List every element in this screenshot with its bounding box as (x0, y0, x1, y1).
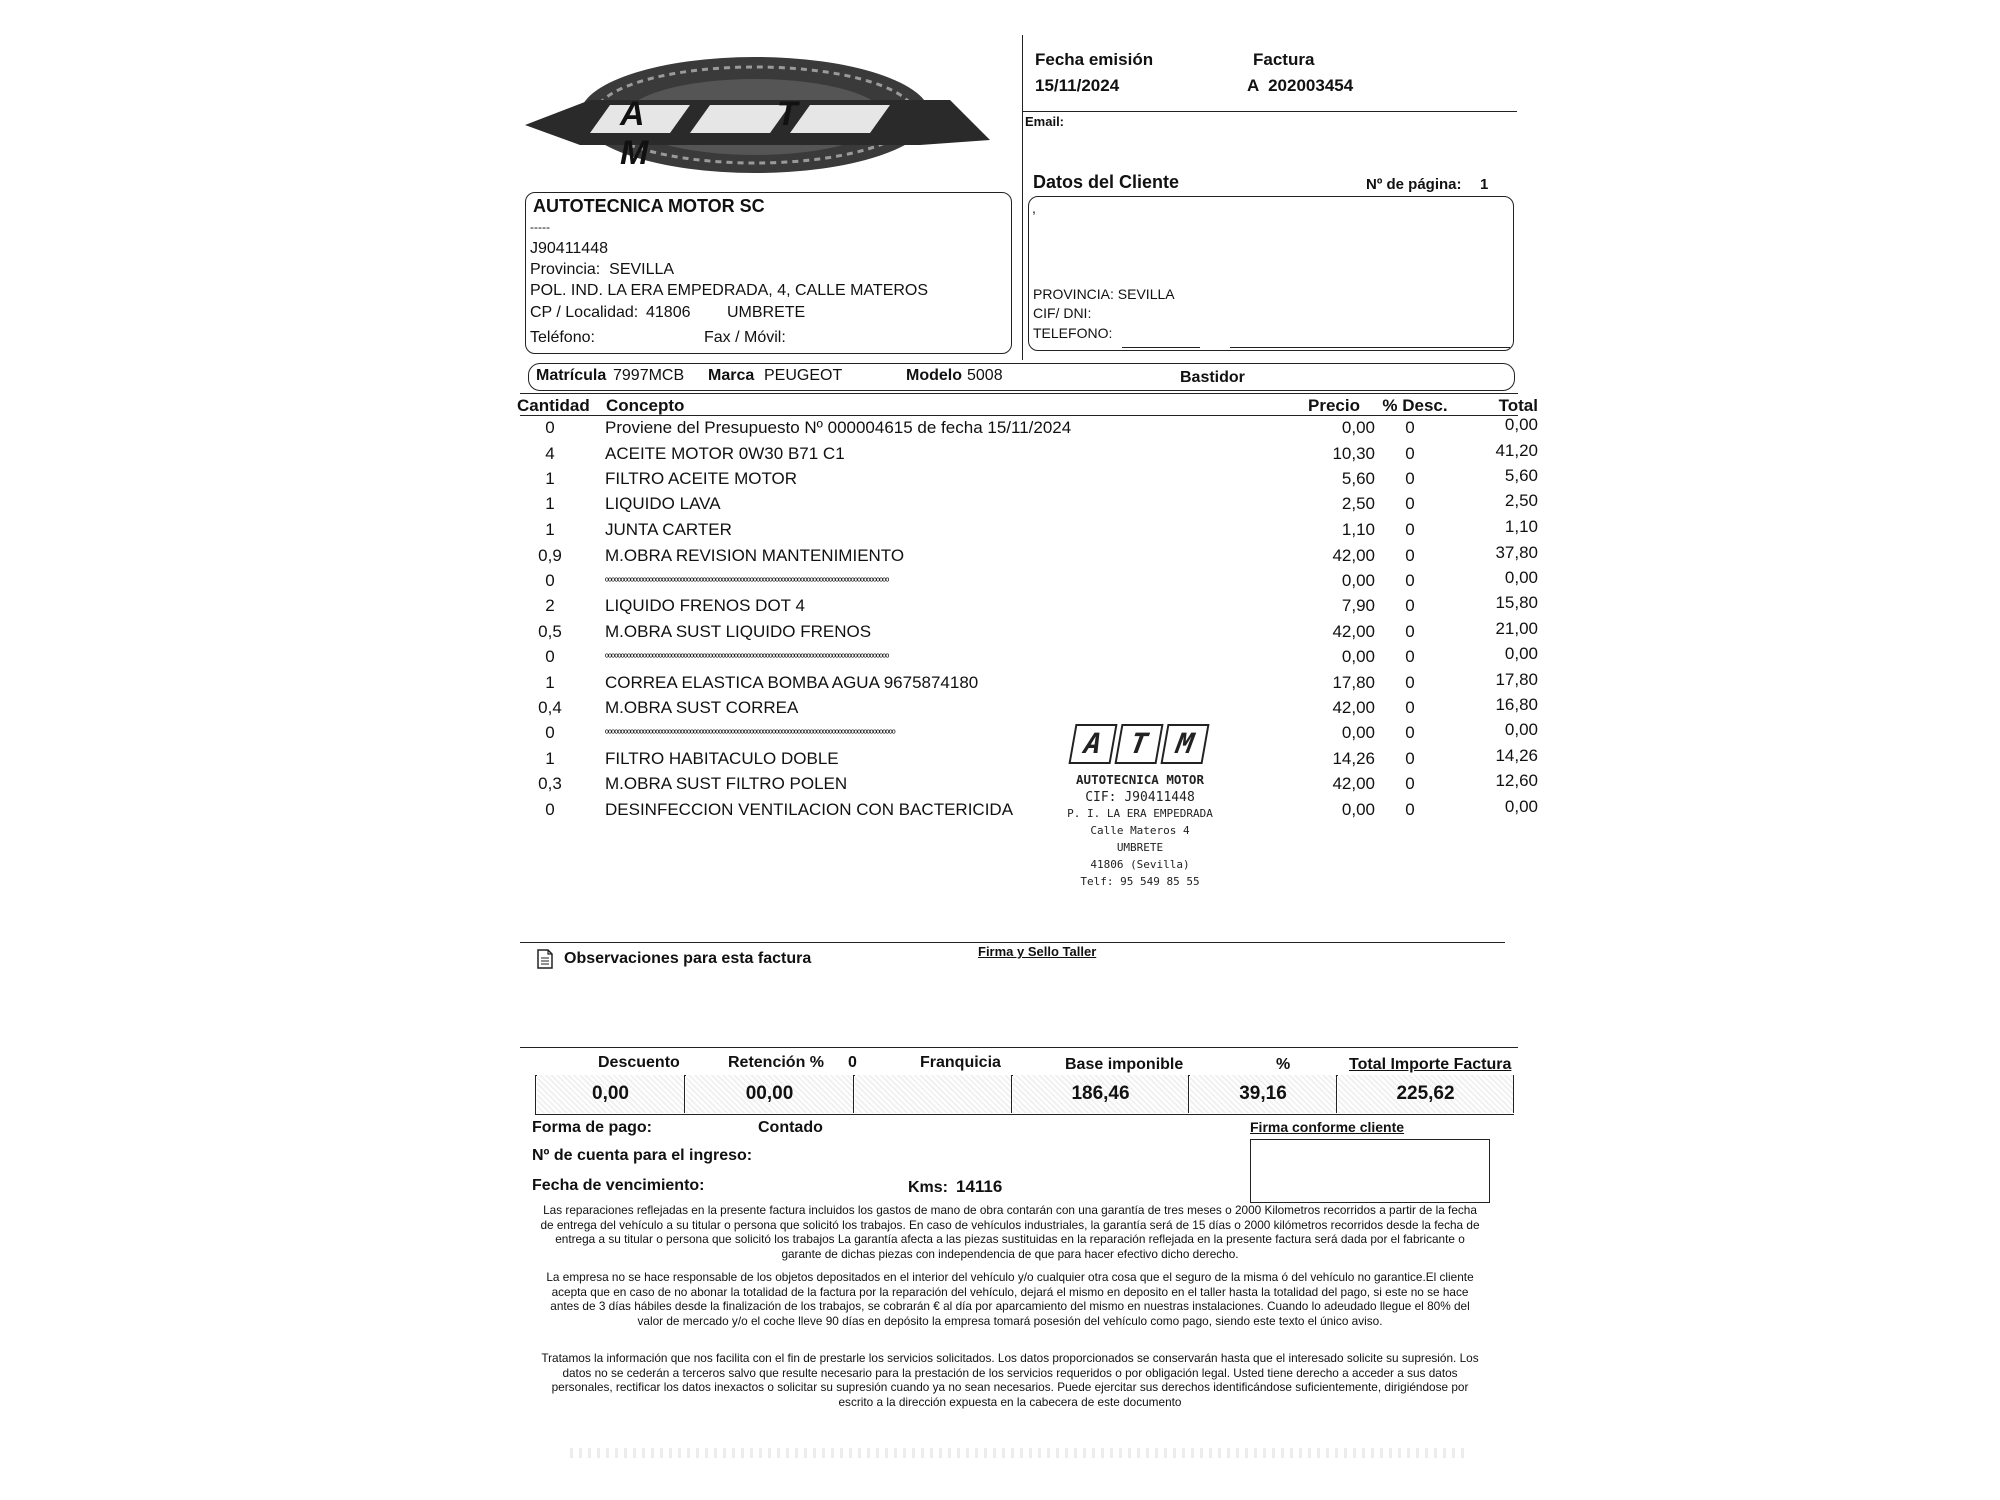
company-cif: J90411448 (530, 240, 608, 257)
row-concepto: LIQUIDO FRENOS DOT 4 (605, 596, 805, 615)
row-descuento: 0 (1405, 698, 1415, 717)
row-descuento: 0 (1405, 749, 1415, 768)
row-total: 0,00 (1504, 415, 1538, 434)
company-cp-value: 41806 (646, 304, 691, 321)
row-cantidad: 0,9 (538, 546, 562, 565)
row-concepto: M.OBRA REVISION MANTENIMIENTO (605, 546, 905, 565)
company-fax-label: Fax / Móvil: (704, 329, 786, 346)
row-precio: 17,80 (1332, 673, 1375, 692)
row-precio: 42,00 (1332, 774, 1375, 793)
table-row (520, 771, 1538, 799)
row-total: 41,20 (1495, 441, 1538, 460)
table-row (520, 466, 1538, 494)
stamp-name: AUTOTECNICA MOTOR (1076, 772, 1204, 787)
row-cantidad: 4 (545, 444, 555, 463)
stamp-line3: UMBRETE (1116, 841, 1164, 854)
page-number-label: Nº de página: (1366, 176, 1462, 193)
col-cantidad: Cantidad (517, 396, 590, 415)
table-row (520, 720, 1538, 748)
row-concepto: JUNTA CARTER (605, 520, 732, 539)
franquicia-value (855, 1075, 1012, 1113)
forma-pago-value: Contado (758, 1119, 823, 1136)
row-cantidad: 2 (545, 596, 555, 615)
header-divider (1022, 35, 1023, 360)
row-concepto: LIQUIDO LAVA (605, 494, 721, 513)
row-cantidad: 1 (545, 469, 555, 488)
row-concepto: M.OBRA SUST FILTRO POLEN (605, 774, 848, 793)
row-cantidad: 1 (545, 520, 555, 539)
row-precio: 1,10 (1341, 520, 1375, 539)
base-label: Base imponible (1065, 1056, 1184, 1073)
row-descuento: 0 (1405, 673, 1415, 692)
logo-text: A T M (620, 95, 860, 172)
pct-label: % (1276, 1056, 1291, 1073)
row-total: 17,80 (1495, 670, 1538, 689)
observaciones-label: Observaciones para esta factura (564, 950, 812, 967)
table-row (520, 695, 1538, 723)
table-header-rule (520, 415, 1518, 416)
firma-taller-label: Firma y Sello Taller (978, 944, 1097, 959)
cuenta-label: Nº de cuenta para el ingreso: (532, 1147, 753, 1164)
row-precio: 10,30 (1332, 444, 1375, 463)
row-total: 1,10 (1504, 517, 1538, 536)
stamp-letter: M (1160, 724, 1209, 764)
row-precio: 42,00 (1332, 622, 1375, 641)
row-descuento: 0 (1405, 647, 1415, 666)
fecha-value: 15/11/2024 (1035, 76, 1120, 95)
page-number-value: 1 (1480, 176, 1489, 193)
stamp-line5: Telf: 95 549 85 55 (1080, 875, 1200, 888)
row-descuento: 0 (1405, 546, 1415, 565)
row-concepto: ºººººººººººººººººººººººººººººººººººººººººººººººººººººººººººººººººººººººººººººººººººººººººº (605, 653, 889, 664)
stamp-cif: CIF: J90411448 (1085, 790, 1195, 805)
table-row (520, 644, 1538, 672)
row-precio: 0,00 (1341, 418, 1375, 437)
legal-proteccion-datos: Tratamos la información que nos facilita con el fin de prestarle los servicios solicitados. Los datos proporcionados se conservarán hasta que el interesado solicite su supresión. Los datos no se cederán a terceros salvo que resulte necesario para la prestación de los servicios requeridos o por obligación legal. Usted tiene derecho a acceder a sus datos personales, rectificar los datos inexactos o solicitar su supresión cuando ya no sean necesarios. Puede ejercitar sus derechos identificándose suficientemente, dirigiéndose por escrito a la dirección expuesta en la cabecera de este documento (541, 1351, 1479, 1409)
modelo-value: 5008 (967, 367, 1003, 384)
row-concepto: ACEITE MOTOR 0W30 B71 C1 (605, 444, 845, 463)
row-concepto: M.OBRA SUST LIQUIDO FRENOS (605, 622, 872, 641)
client-provincia: PROVINCIA: SEVILLA (1033, 286, 1175, 302)
company-provincia: Provincia: SEVILLA (530, 261, 675, 278)
row-precio: 42,00 (1332, 698, 1375, 717)
table-row (520, 619, 1538, 647)
col-total: Total (1498, 396, 1538, 415)
row-concepto: DESINFECCION VENTILACION CON BACTERICIDA (605, 800, 1014, 819)
table-top-rule (520, 393, 1518, 394)
table-row (520, 543, 1538, 571)
retencion-pct: 0 (848, 1054, 857, 1071)
descuento-label: Descuento (598, 1054, 680, 1071)
legal-responsabilidad: La empresa no se hace responsable de los objetos depositados en el interior del vehículo y/o cualquier otra cosa que el seguro de la misma ó del vehículo no garantice.El cliente acepta que en caso de no abonar la totalidad de la factura por la reparación del vehículo, dejará el mismo en deposito en el taller hasta la totalidad del pago, si este no se hace antes de 3 días hábiles desde la finalización de los trabajos, se cobrarán € al día por aparcamiento del mismo en nuestras instalaciones. Cuando lo adeudado llegue el 80% del valor de mercado y/o el coche lleve 90 días en depósito la empresa tomará posesión del vehículo como pago, siendo este texto el único aviso. (546, 1270, 1474, 1328)
company-stamp (1060, 720, 1220, 905)
forma-pago-label: Forma de pago: (532, 1119, 653, 1136)
client-telefono: TELEFONO: (1033, 325, 1113, 341)
row-total: 16,80 (1495, 695, 1538, 714)
row-descuento: 0 (1405, 418, 1415, 437)
table-row (520, 517, 1538, 545)
telefono-line-2 (1230, 347, 1510, 348)
row-concepto: Proviene del Presupuesto Nº 000004615 de fecha 15/11/2024 (605, 418, 1072, 437)
company-dashes: ----- (530, 220, 550, 234)
row-concepto: ºººººººººººººººººººººººººººººººººººººººººººººººººººººººººººººººººººººººººººººººººººººººººº (605, 577, 889, 588)
base-value: 186,46 (1013, 1075, 1189, 1113)
row-cantidad: 0 (545, 418, 555, 437)
row-total: 5,60 (1504, 466, 1538, 485)
modelo-label: Modelo (906, 367, 962, 384)
row-precio: 2,50 (1341, 494, 1375, 513)
row-precio: 0,00 (1341, 800, 1375, 819)
stamp-letter: T (1114, 724, 1163, 764)
table-row (520, 593, 1538, 621)
row-total: 12,60 (1495, 771, 1538, 790)
factura-label: Factura (1253, 50, 1315, 69)
pct-value: 39,16 (1190, 1075, 1337, 1113)
row-precio: 14,26 (1332, 749, 1375, 768)
row-cantidad: 0,3 (538, 774, 562, 793)
retencion-label: Retención % (728, 1054, 825, 1071)
row-total: 0,00 (1504, 568, 1538, 587)
retencion-value: 00,00 (686, 1075, 854, 1113)
kms-label: Kms: (908, 1179, 949, 1196)
row-concepto: M.OBRA SUST CORREA (605, 698, 799, 717)
row-concepto: FILTRO HABITACULO DOBLE (605, 749, 839, 768)
row-total: 37,80 (1495, 543, 1538, 562)
row-cantidad: 1 (545, 494, 555, 513)
row-descuento: 0 (1405, 774, 1415, 793)
row-precio: 0,00 (1341, 647, 1375, 666)
row-descuento: 0 (1405, 494, 1415, 513)
marca-label: Marca (708, 367, 755, 384)
row-descuento: 0 (1405, 571, 1415, 590)
stamp-line2: Calle Materos 4 (1090, 824, 1190, 837)
row-total: 21,00 (1495, 619, 1538, 638)
table-row (520, 746, 1538, 774)
factura-value: A 202003454 (1247, 76, 1354, 95)
stamp-letter-boxes (1068, 724, 1218, 762)
bastidor-label: Bastidor (1180, 369, 1245, 386)
row-descuento: 0 (1405, 723, 1415, 742)
total-label: Total Importe Factura (1349, 1056, 1512, 1073)
observaciones-rule (520, 942, 1505, 943)
client-cif: CIF/ DNI: (1033, 305, 1092, 321)
row-total: 0,00 (1504, 797, 1538, 816)
kms-value: 14116 (956, 1177, 1003, 1196)
row-cantidad: 1 (545, 673, 555, 692)
table-row (520, 491, 1538, 519)
row-precio: 42,00 (1332, 546, 1375, 565)
table-row (520, 670, 1538, 698)
company-cp-label: CP / Localidad: (530, 304, 639, 321)
row-descuento: 0 (1405, 622, 1415, 641)
client-comma: , (1032, 200, 1036, 216)
row-descuento: 0 (1405, 596, 1415, 615)
row-cantidad: 0 (545, 800, 555, 819)
company-logo (520, 45, 990, 185)
company-city: UMBRETE (727, 304, 806, 321)
telefono-line (1122, 347, 1200, 348)
email-label: Email: (1025, 114, 1065, 129)
row-total: 2,50 (1504, 491, 1538, 510)
stamp-line4: 41806 (Sevilla) (1090, 858, 1190, 871)
row-descuento: 0 (1405, 520, 1415, 539)
descuento-value: 0,00 (537, 1075, 685, 1113)
matricula-value: 7997MCB (613, 367, 685, 384)
firma-cliente-label: Firma conforme cliente (1250, 1119, 1405, 1135)
row-precio: 5,60 (1341, 469, 1375, 488)
row-concepto: CORREA ELASTICA BOMBA AGUA 9675874180 (605, 673, 979, 692)
row-concepto: ºººººººººººººººººººººººººººººººººººººººººººººººººººººººººººººººººººººººººººººººººººººººººººº (605, 729, 896, 740)
row-total: 15,80 (1495, 593, 1538, 612)
row-precio: 0,00 (1341, 723, 1375, 742)
header-rule (1022, 111, 1517, 112)
scan-noise (570, 1448, 1470, 1458)
total-value: 225,62 (1338, 1075, 1514, 1113)
fecha-label: Fecha emisión (1035, 50, 1154, 69)
vencimiento-label: Fecha de vencimiento: (532, 1177, 705, 1194)
row-total: 0,00 (1504, 720, 1538, 739)
company-name: AUTOTECNICA MOTOR SC (533, 196, 765, 216)
stamp-letter: A (1068, 724, 1117, 764)
row-concepto: FILTRO ACEITE MOTOR (605, 469, 798, 488)
row-descuento: 0 (1405, 469, 1415, 488)
client-title: Datos del Cliente (1033, 172, 1180, 192)
franquicia-label: Franquicia (920, 1054, 1001, 1071)
row-cantidad: 0 (545, 647, 555, 666)
table-row (520, 415, 1538, 443)
table-row (520, 441, 1538, 469)
row-cantidad: 0,4 (538, 698, 562, 717)
marca-value: PEUGEOT (764, 367, 843, 384)
row-cantidad: 0 (545, 723, 555, 742)
row-cantidad: 0 (545, 571, 555, 590)
firma-cliente-box (1250, 1139, 1490, 1203)
row-total: 0,00 (1504, 644, 1538, 663)
row-precio: 0,00 (1341, 571, 1375, 590)
col-concepto: Concepto (606, 396, 685, 415)
row-cantidad: 0,5 (538, 622, 562, 641)
col-descuento: % Desc. (1382, 396, 1448, 415)
table-row (520, 568, 1538, 596)
matricula-label: Matrícula (536, 367, 607, 384)
row-descuento: 0 (1405, 800, 1415, 819)
col-precio: Precio (1308, 396, 1360, 415)
row-descuento: 0 (1405, 444, 1415, 463)
company-address: POL. IND. LA ERA EMPEDRADA, 4, CALLE MATEROS (530, 282, 929, 299)
document-icon (537, 949, 553, 974)
row-total: 14,26 (1495, 746, 1538, 765)
row-precio: 7,90 (1341, 596, 1375, 615)
company-telefono-label: Teléfono: (530, 329, 595, 346)
stamp-line1: P. I. LA ERA EMPEDRADA (1067, 807, 1213, 820)
row-cantidad: 1 (545, 749, 555, 768)
totals-rule (520, 1047, 1518, 1048)
legal-garantia: Las reparaciones reflejadas en la presente factura incluidos los gastos de mano de obra contarán con una garantía de tres meses o 2000 Kilometros recorridos a partir de la fecha de entrega del vehículo a su titular o persona que solicitó los trabajos. En caso de vehículos industriales, la garantía será de 15 días o 2000 kilómetros recorridos desde la fecha de entrega a su titular o persona que solicitó los trabajos La garantía afecta a las piezas sustituidas en la reparación reflejada en la presente factura será dada por el fabricante o garante de dichas piezas con independencia de que para hacer efectivo dicho derecho. (540, 1203, 1480, 1261)
